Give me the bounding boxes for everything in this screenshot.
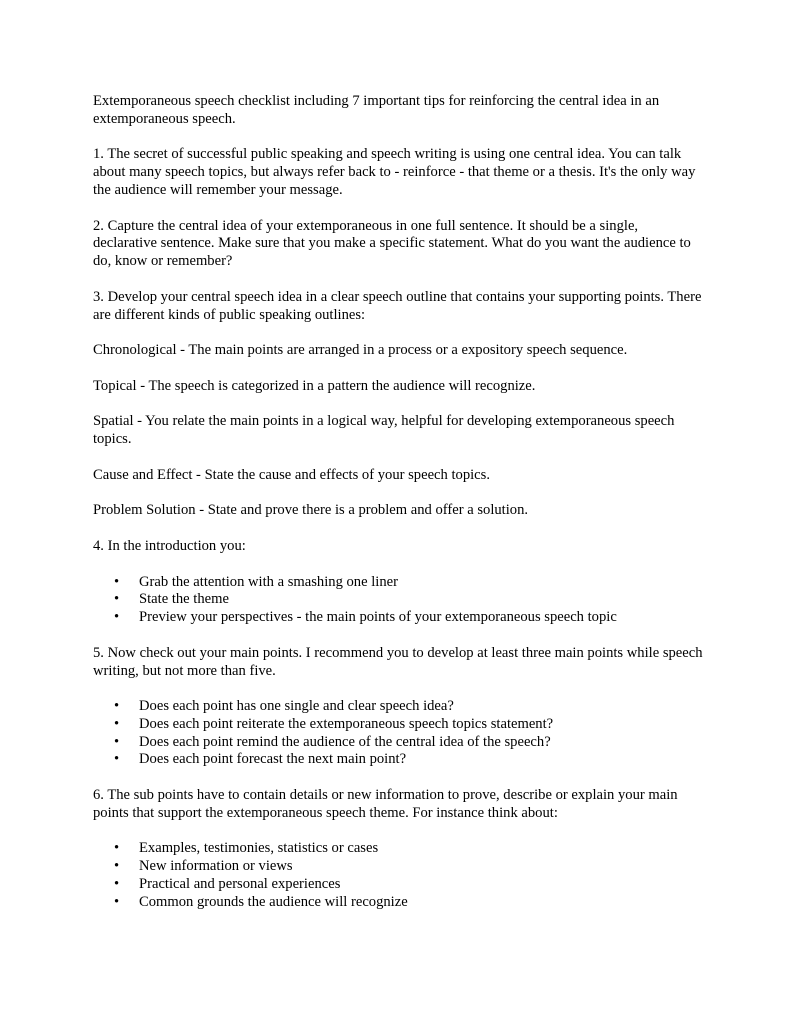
tip-1-paragraph: 1. The secret of successful public speaking and speech writing is using one central idea. You can talk about many speech topics, but always refer back to - reinforce - that theme or a thesis. It's the only way the audience will remember your message. <box>93 146 696 198</box>
bullet-icon: • <box>114 876 120 893</box>
tip-5-list <box>93 698 703 769</box>
tip-5-paragraph: 5. Now check out your main points. I recommend you to develop at least three main points while speech writing, but not more than five. <box>93 644 703 679</box>
bullet-icon: • <box>114 733 120 750</box>
tip-6-list <box>93 840 703 911</box>
list-item: • Practical and personal experiences <box>114 876 341 893</box>
list-item: • Grab the attention with a smashing one liner <box>114 573 398 590</box>
tip-2-paragraph: 2. Capture the central idea of your extemporaneous in one full sentence. It should be a single, declarative sentence. Make sure that you make a specific statement. What do you want the audience to do, know or remember? <box>93 217 691 270</box>
outline-problem-solution: Problem Solution - State and prove there is a problem and offer a solution. <box>93 502 529 519</box>
list-item: • New information or views <box>114 858 293 875</box>
bullet-icon: • <box>114 573 120 590</box>
document-page <box>93 93 703 929</box>
bullet-icon: • <box>114 751 120 768</box>
list-item: • Does each point forecast the next main point? <box>114 751 407 768</box>
bullet-icon: • <box>114 715 120 732</box>
outline-cause-effect: Cause and Effect - State the cause and effects of your speech topics. <box>93 466 490 483</box>
outline-spatial: Spatial - You relate the main points in a logical way, helpful for developing extemporaneous speech topics. <box>93 413 675 448</box>
bullet-icon: • <box>114 609 120 626</box>
bullet-icon: • <box>114 858 120 875</box>
tip-6-paragraph: 6. The sub points have to contain details or new information to prove, describe or explain your main points that support the extemporaneous speech theme. For instance think about: <box>93 787 678 821</box>
bullet-icon: • <box>114 698 120 715</box>
bullet-icon: • <box>114 893 120 910</box>
tip-4-paragraph: 4. In the introduction you: <box>93 537 246 554</box>
bullet-icon: • <box>114 591 120 608</box>
list-item: • Common grounds the audience will recognize <box>114 893 408 910</box>
list-item: • Does each point has one single and clear speech idea? <box>114 698 454 715</box>
bullet-icon: • <box>114 840 120 857</box>
list-item: • State the theme <box>114 591 229 608</box>
list-item: • Does each point remind the audience of the central idea of the speech? <box>114 733 551 750</box>
tip-3-paragraph: 3. Develop your central speech idea in a clear speech outline that contains your supporting points. There are different kinds of public speaking outlines: <box>93 288 702 323</box>
intro-paragraph: Extemporaneous speech checklist including 7 important tips for reinforcing the central idea in an extemporaneous speech. <box>93 93 660 127</box>
list-item: • Preview your perspectives - the main points of your extemporaneous speech topic <box>114 609 617 626</box>
list-item: • Does each point reiterate the extemporaneous speech topics statement? <box>114 715 554 732</box>
outline-chronological: Chronological - The main points are arranged in a process or a expository speech sequence. <box>93 342 628 359</box>
outline-topical: Topical - The speech is categorized in a pattern the audience will recognize. <box>93 377 536 394</box>
list-item: • Examples, testimonies, statistics or cases <box>114 840 379 857</box>
tip-4-list <box>93 574 703 627</box>
